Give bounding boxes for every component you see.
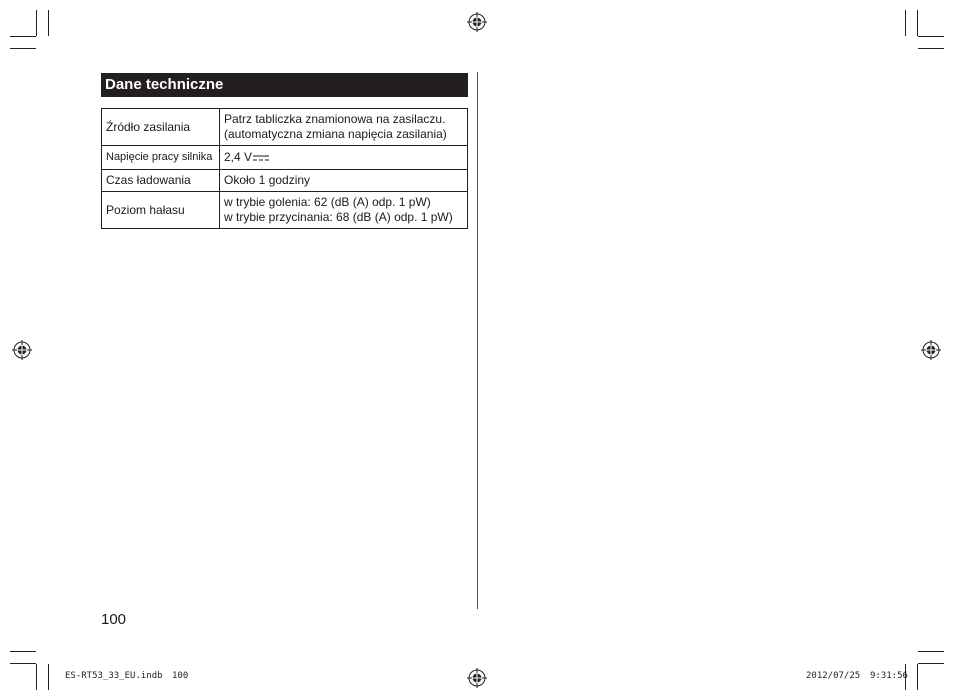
spec-value-line: (automatyczna zmiana napięcia zasilania) (224, 127, 447, 141)
crop-mark (905, 10, 906, 36)
crop-mark (48, 10, 49, 36)
crop-mark (10, 663, 36, 664)
section-title: Dane techniczne (101, 73, 468, 97)
spec-value-text: 2,4 V (224, 150, 253, 164)
footer-filename: ES-RT53_33_EU.indb (65, 671, 163, 681)
page-number: 100 (101, 611, 127, 628)
spec-label: Czas ładowania (102, 170, 220, 192)
footer-file-page: 100 (172, 671, 189, 681)
dc-current-symbol-icon (253, 154, 269, 162)
table-row (102, 109, 468, 146)
spec-label: Poziom hałasu (102, 192, 220, 229)
crop-mark (917, 664, 918, 690)
crop-mark (36, 10, 37, 36)
spec-value (220, 146, 468, 170)
spec-value-line: w trybie golenia: 62 (dB (A) odp. 1 pW) (224, 195, 431, 209)
spec-value (220, 109, 468, 146)
table-row (102, 170, 468, 192)
registration-mark-icon (12, 340, 32, 360)
crop-mark (917, 10, 918, 36)
registration-mark-icon (467, 668, 487, 688)
spec-value (220, 192, 468, 229)
crop-mark (918, 651, 944, 652)
registration-mark-icon (467, 12, 487, 32)
spec-label: Napięcie pracy silnika (102, 146, 220, 170)
spec-value-line: Patrz tabliczka znamionowa na zasilaczu. (224, 112, 446, 126)
registration-mark-icon (921, 340, 941, 360)
footer-date: 2012/07/25 (806, 671, 861, 681)
crop-mark (10, 651, 36, 652)
crop-mark (918, 48, 944, 49)
crop-mark (10, 36, 36, 37)
table-row (102, 146, 468, 170)
specs-table (101, 108, 468, 229)
crop-mark (918, 36, 944, 37)
crop-mark (918, 663, 944, 664)
footer-time: 9:31:56 (870, 671, 908, 681)
spec-value-line: w trybie przycinania: 68 (dB (A) odp. 1 pW) (224, 210, 453, 224)
table-row (102, 192, 468, 229)
spec-label: Źródło zasilania (102, 109, 220, 146)
crop-mark (10, 48, 36, 49)
column-divider (477, 72, 478, 609)
crop-mark (36, 664, 37, 690)
crop-mark (48, 664, 49, 690)
spec-value: Około 1 godziny (220, 170, 468, 192)
